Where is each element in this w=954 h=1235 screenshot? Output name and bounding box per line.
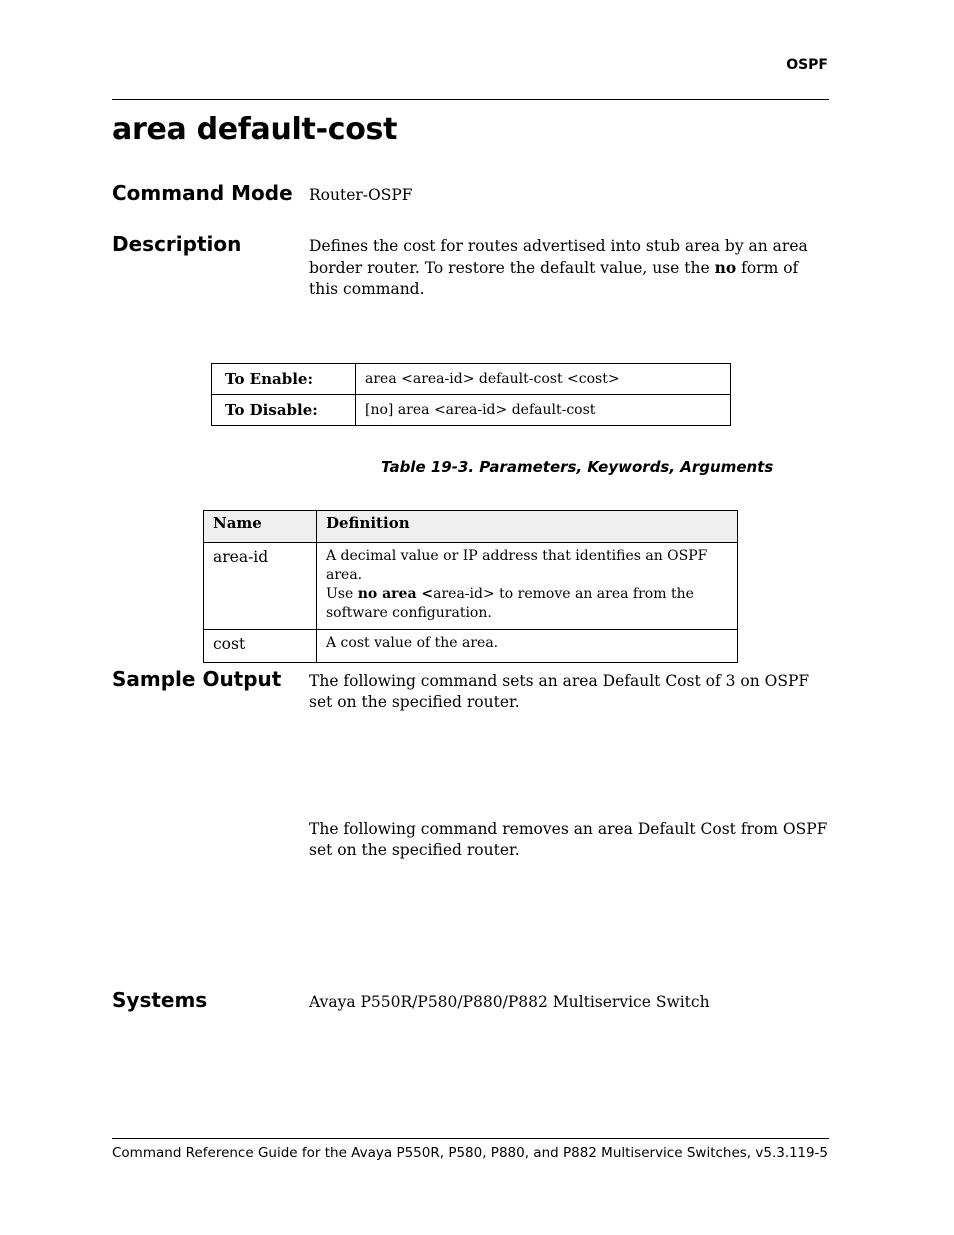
param-name: area-id [204,543,317,630]
column-header-definition: Definition [317,511,738,543]
disable-value: [no] area <area-id> default-cost [356,395,731,426]
parameters-table [203,510,738,663]
parameters-header-row [204,511,738,543]
param-name: cost [204,630,317,663]
definition-line: A decimal value or IP address that identifies an OSPF area. [326,548,708,583]
running-head: OSPF [786,57,828,73]
description-heading: Description [112,232,242,256]
param-definition [317,543,738,630]
table-caption: Table 19-3. Parameters, Keywords, Arguments [381,458,774,476]
description-text [309,236,829,300]
definition-no-area-keyword: no area < [357,586,434,602]
command-table [211,363,731,426]
sample-output-heading: Sample Output [112,667,282,691]
footer-text: Command Reference Guide for the Avaya P550R, P580, P880, and P882 Multiservice Switches, v5.3.1 [112,1145,798,1161]
description-no-keyword: no [714,258,737,277]
column-header-name: Name [204,511,317,543]
param-definition: A cost value of the area. [317,630,738,663]
enable-value: area <area-id> default-cost <cost> [356,364,731,395]
page-title: area default-cost [112,112,398,147]
command-mode-text: Router-OSPF [309,186,413,204]
description-text-part2: form of this command. [309,259,799,298]
definition-line: area-id> to remove an area from the [433,586,694,602]
definition-line: software configuration. [326,605,492,621]
table-row [204,630,738,663]
systems-heading: Systems [112,988,208,1012]
systems-text: Avaya P550R/P580/P880/P882 Multiservice Switch [309,993,710,1011]
sample-output-text-1: The following command sets an area Default Cost of 3 on OSPF set on the specified router. [309,672,810,711]
disable-label: To Disable: [212,395,356,426]
description-text-part1: Defines the cost for routes advertised into stub area by an area border router. To restore the default value, use the [309,237,808,277]
disable-row [212,395,731,426]
command-mode-heading: Command Mode [112,181,293,205]
enable-row [212,364,731,395]
header-rule [112,99,829,100]
enable-label: To Enable: [212,364,356,395]
definition-use: Use [326,586,358,602]
table-row [204,543,738,630]
sample-output-text-2: The following command removes an area Default Cost from OSPF set on the specified router. [309,820,828,859]
page-number: 19-5 [797,1145,828,1161]
footer-rule [112,1138,829,1139]
